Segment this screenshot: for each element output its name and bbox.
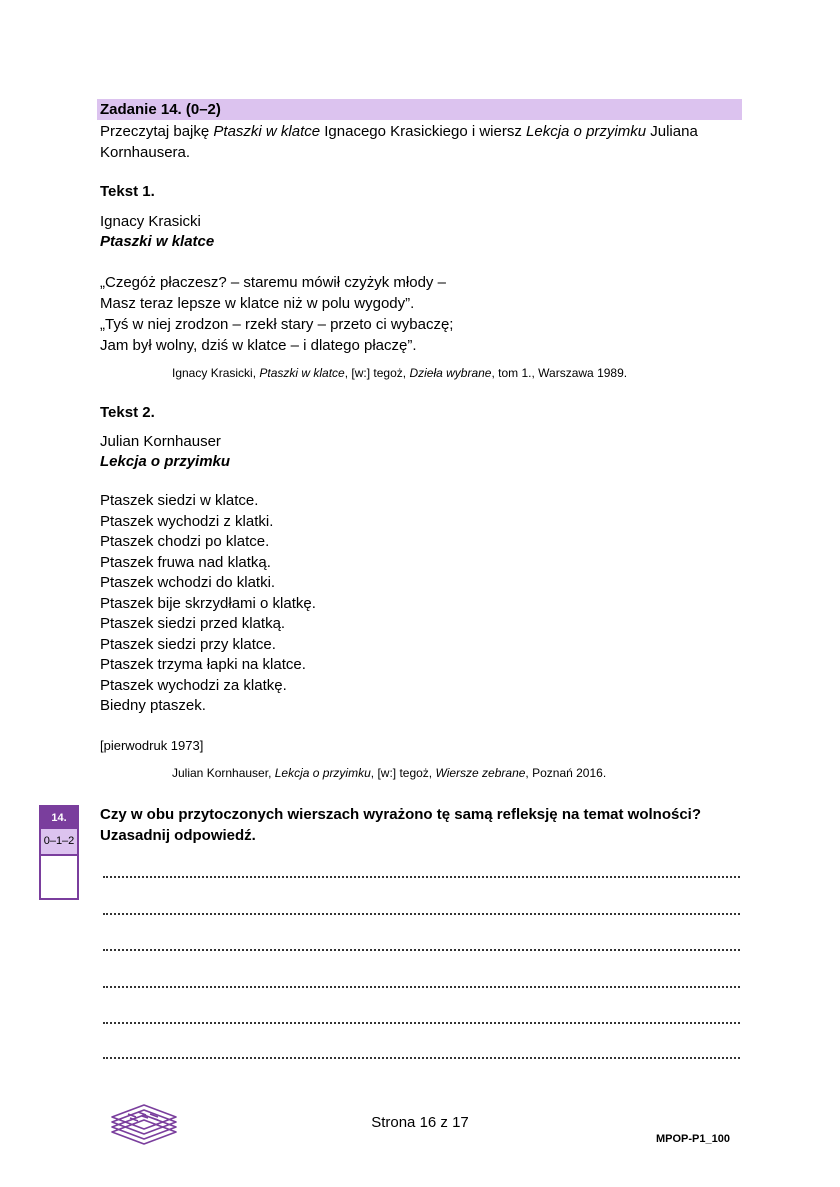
text2-poem [100,491,316,717]
intro-text-b: Ignacego Krasickiego i wiersz [320,123,527,140]
task-intro [100,121,740,163]
intro-title-1: Ptaszki w klatce [213,123,321,140]
poem-line: Ptaszek wychodzi za klatkę. [100,676,287,694]
poem-line: Ptaszek wchodzi do klatki. [100,574,276,591]
intro-text-c: Juliana [646,123,698,140]
answer-line-4[interactable] [103,984,740,988]
answer-line-5[interactable] [103,1020,740,1024]
question-line-2: Uzasadnij odpowiedź. [100,827,256,844]
question-text [100,804,745,846]
answer-line-3[interactable] [103,947,740,951]
answer-line-6[interactable] [103,1055,740,1059]
intro-text-line2: Kornhausera. [100,144,191,161]
poem-line: Ptaszek wychodzi z klatki. [100,512,274,530]
task-header: Zadanie 14. (0–2) [97,99,742,120]
poem-line: Ptaszek trzyma łapki na klatce. [100,656,306,673]
question-line-1: Czy w obu przytoczonych wierszach wyrażono tę samą refleksję na temat wolności? [100,806,702,823]
poem-line: Ptaszek fruwa nad klatką. [100,553,271,571]
text1-label: Tekst 1. [100,183,155,200]
answer-line-2[interactable] [103,911,740,915]
source-mid: , [w:] tegoż, [370,766,436,780]
score-box [39,805,79,900]
answer-line-1[interactable] [103,874,740,878]
poem-line: Biedny ptaszek. [100,697,206,714]
text2-note: [pierwodruk 1973] [100,738,204,753]
source-title: Lekcja o przyimku [274,766,371,780]
page-number: Strona 16 z 17 [371,1114,469,1131]
intro-title-2: Lekcja o przyimku [526,123,647,140]
poem-line: Ptaszek bije skrzydłami o klatkę. [100,594,316,612]
text1-source [172,365,627,381]
poem-line: Ptaszek siedzi przy klatce. [100,635,276,653]
intro-text-a: Przeczytaj bajkę [100,123,214,140]
source-author: Ignacy Krasicki, [172,366,260,380]
poem-line: Jam był wolny, dziś w klatce – i dlatego płaczę”. [100,337,417,354]
source-end: , tom 1., Warszawa 1989. [491,366,628,380]
poem-line: „Tyś w niej zrodzon – rzekł stary – przeto ci wybaczę; [100,316,454,333]
source-title: Ptaszki w klatce [259,366,345,380]
poem-line: „Czegóż płaczesz? – staremu mówił czyżyk młody – [100,274,446,291]
score-points: 0–1–2 [41,829,77,856]
source-mid: , [w:] tegoż, [344,366,410,380]
text2-source [172,765,606,781]
poem-line: Ptaszek siedzi przed klatką. [100,615,286,632]
source-end: , Poznań 2016. [525,766,607,780]
text1-poem [100,272,453,356]
poem-line: Masz teraz lepsze w klatce niż w polu wygody”. [100,295,415,312]
text2-title: Lekcja o przyimku [100,453,231,470]
document-code: MPOP-P1_100 [656,1133,730,1145]
text1-title: Ptaszki w klatce [100,233,215,250]
source-author: Julian Kornhauser, [172,766,275,780]
source-book: Wiersze zebrane [435,766,526,780]
poem-line: Ptaszek chodzi po klatce. [100,533,270,550]
score-task-number: 14. [41,807,77,829]
source-book: Dzieła wybrane [409,366,492,380]
text1-author: Ignacy Krasicki [100,213,201,230]
score-field[interactable] [41,856,77,900]
poem-line: Ptaszek siedzi w klatce. [100,492,259,509]
text2-author: Julian Kornhauser [100,433,221,450]
text2-label: Tekst 2. [100,404,155,421]
